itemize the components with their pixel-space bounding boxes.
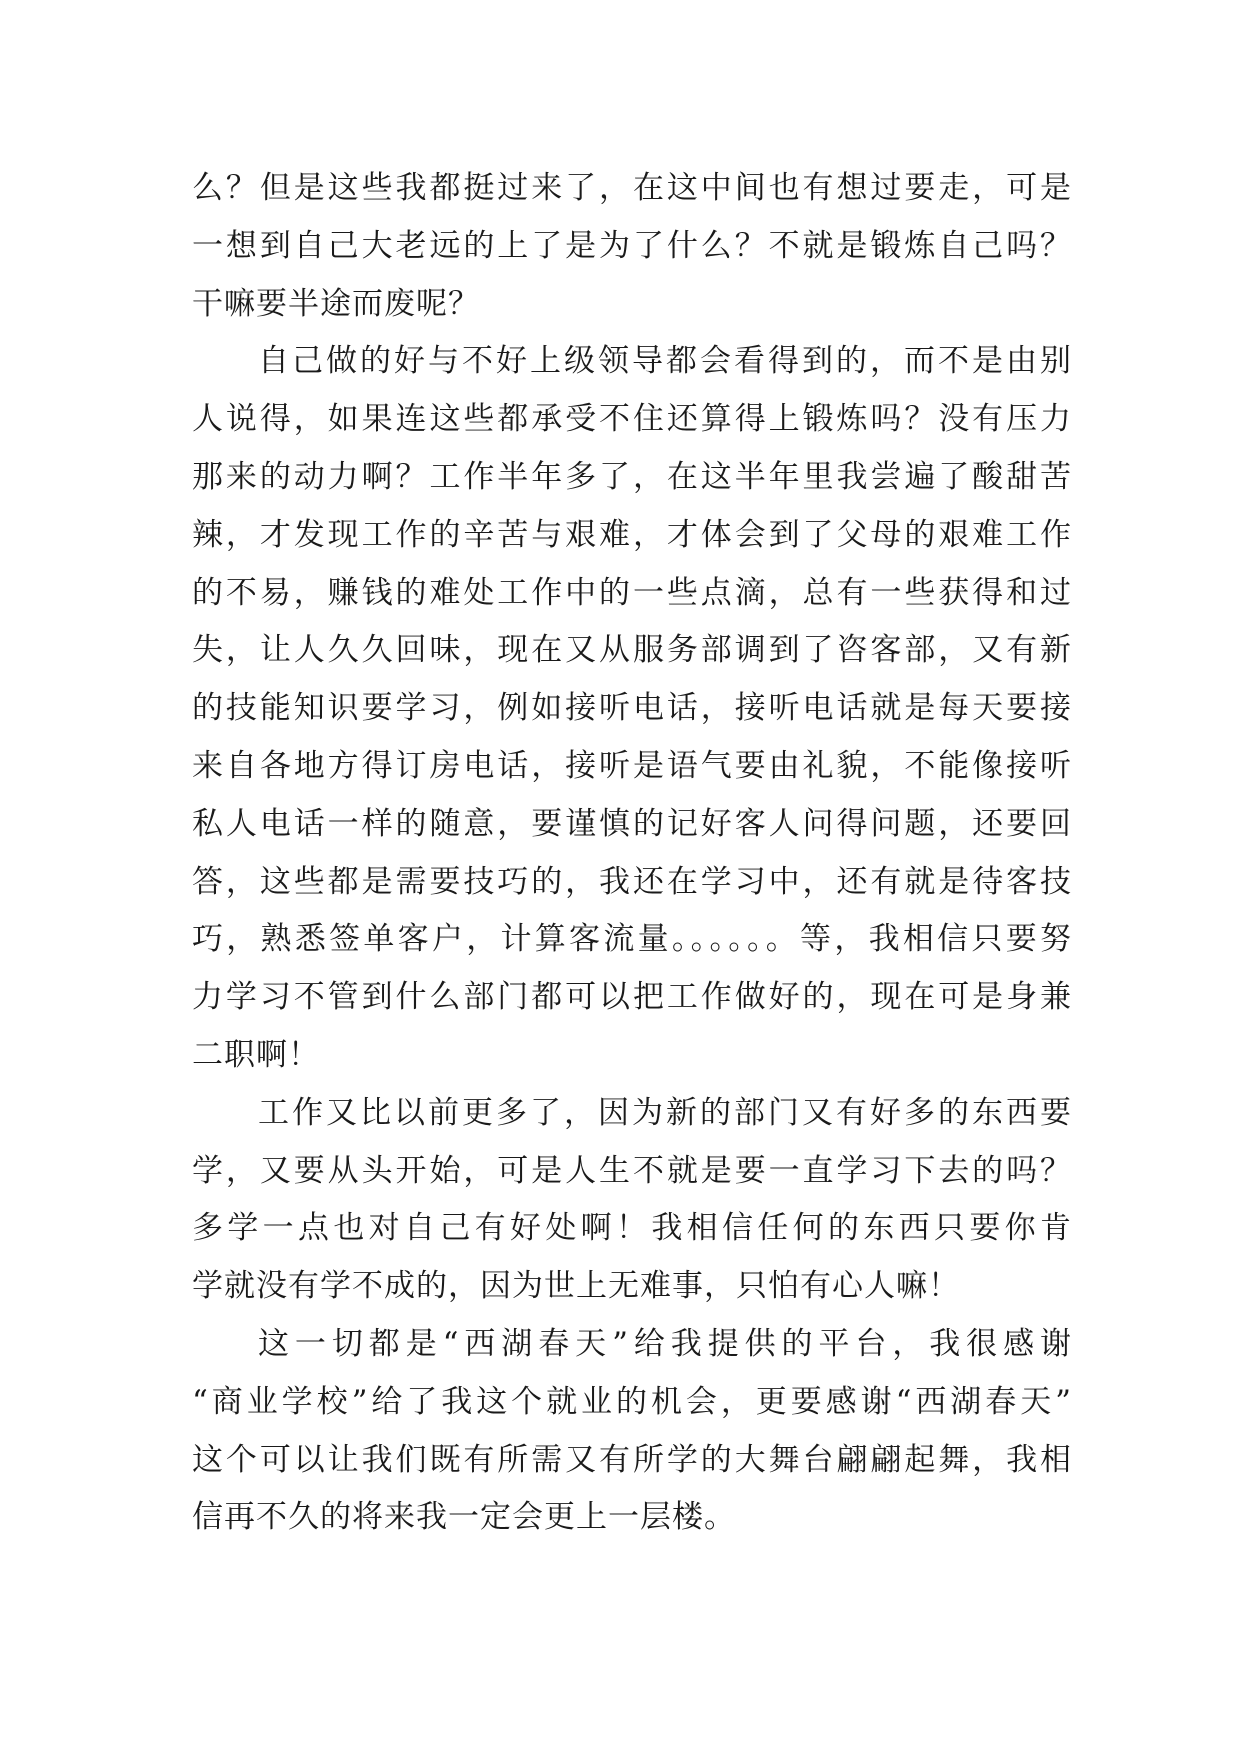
text-line: 的技能知识要学习，例如接听电话，接听电话就是每天要接	[192, 690, 1072, 727]
text-line: 那来的动力啊？工作半年多了，在这半年里我尝遍了酸甜苦	[192, 458, 1072, 495]
text-line: 巧，熟悉签单客户，计算客流量。。。。。。等，我相信只要努	[192, 921, 1072, 958]
text-line: 这个可以让我们既有所需又有所学的大舞台翩翩起舞，我相	[192, 1441, 1072, 1478]
body-text	[192, 160, 1072, 1547]
paragraph-first-line: 这一切都是“西湖春天”给我提供的平台，我很感谢	[258, 1325, 1072, 1362]
text-line: 信再不久的将来我一定会更上一层楼。	[192, 1499, 736, 1536]
text-line: 学就没有学不成的，因为世上无难事，只怕有心人嘛！	[192, 1268, 960, 1305]
paragraph-first-line: 工作又比以前更多了，因为新的部门又有好多的东西要	[258, 1094, 1072, 1131]
text-line: 辣，才发现工作的辛苦与艰难，才体会到了父母的艰难工作	[192, 516, 1072, 553]
text-line: 么？但是这些我都挺过来了，在这中间也有想过要走，可是	[192, 170, 1072, 206]
text-line: “商业学校”给了我这个就业的机会，更要感谢“西湖春天”	[192, 1383, 1072, 1420]
paragraph-first-line: 自己做的好与不好上级领导都会看得到的，而不是由别	[258, 343, 1072, 380]
text-line: 一想到自己大老远的上了是为了什么？不就是锻炼自己吗？	[192, 227, 1072, 264]
text-line: 来自各地方得订房电话，接听是语气要由礼貌，不能像接听	[192, 747, 1072, 784]
text-line: 学，又要从头开始，可是人生不就是要一直学习下去的吗？	[192, 1152, 1072, 1189]
text-line: 多学一点也对自己有好处啊！我相信任何的东西只要你肯	[192, 1210, 1072, 1247]
text-line: 的不易，赚钱的难处工作中的一些点滴，总有一些获得和过	[192, 574, 1072, 611]
text-line: 二职啊！	[192, 1036, 320, 1073]
text-line: 干嘛要半途而废呢？	[192, 285, 480, 322]
text-line: 人说得，如果连这些都承受不住还算得上锻炼吗？没有压力	[192, 401, 1072, 438]
text-line: 力学习不管到什么部门都可以把工作做好的，现在可是身兼	[192, 979, 1072, 1016]
text-line: 失，让人久久回味，现在又从服务部调到了咨客部，又有新	[192, 632, 1072, 669]
text-line: 私人电话一样的随意，要谨慎的记好客人问得问题，还要回	[192, 805, 1072, 842]
text-line: 答，这些都是需要技巧的，我还在学习中，还有就是待客技	[192, 863, 1072, 900]
